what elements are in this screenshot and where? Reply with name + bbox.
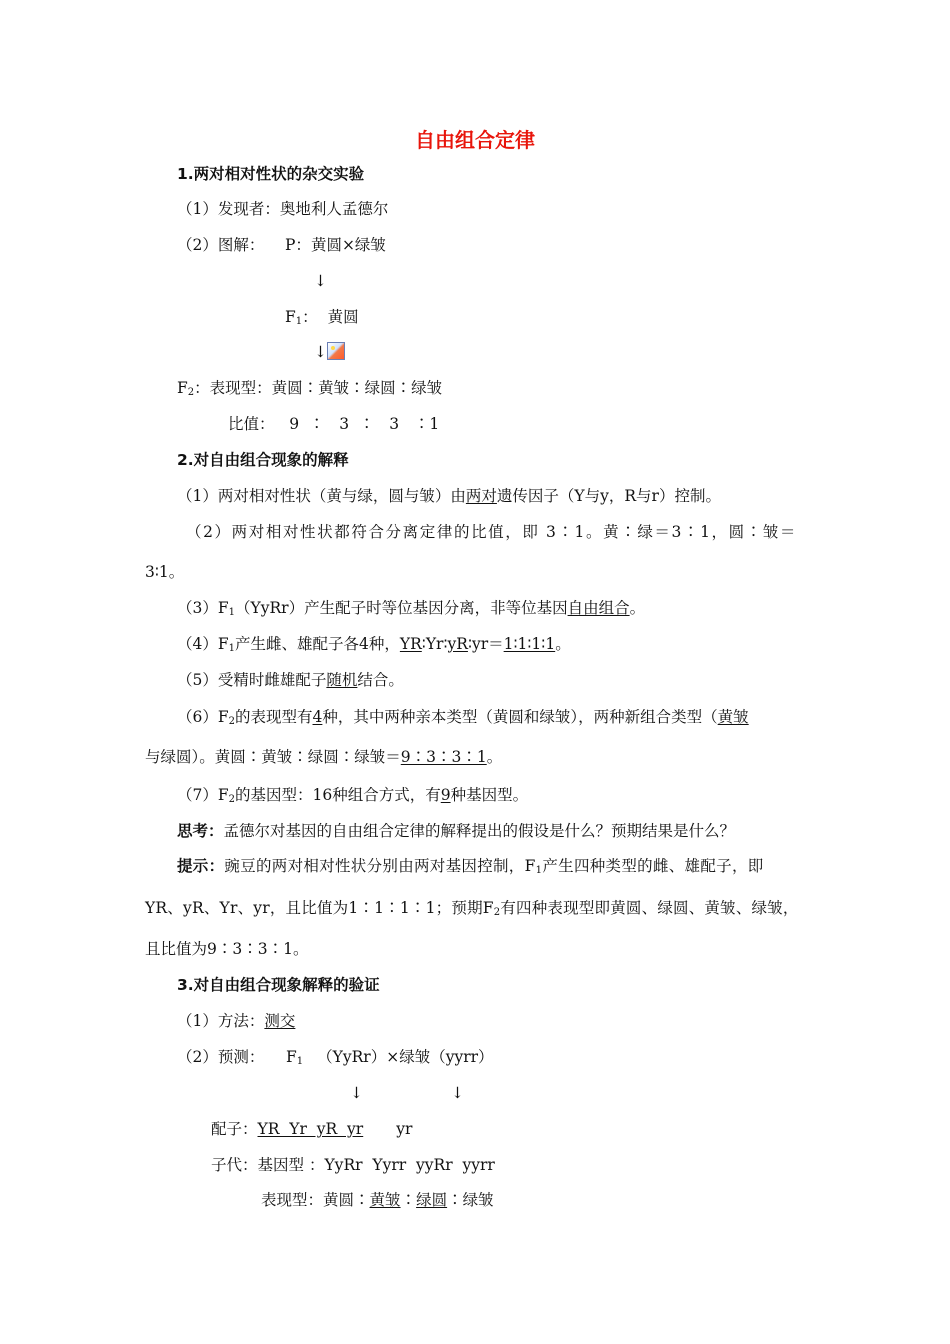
gamete-label: 配子：: [211, 1120, 258, 1138]
think-text: 孟德尔对基因的自由组合定律的解释提出的假设是什么？预期结果是什么？: [223, 822, 736, 840]
subscript: 1: [228, 643, 235, 654]
page-title: 自由组合定律: [415, 128, 535, 152]
text: 种，其中两种亲本类型（黄圆和绿皱），两种新组合类型（: [322, 708, 718, 726]
broken-image-icon: [327, 342, 345, 360]
p-cross: 黄圆×绿皱: [310, 236, 386, 254]
diagram-label: （2）图解：: [177, 236, 265, 254]
section-heading-2: 2.对自由组合现象的解释: [177, 451, 349, 469]
text: YR、yR、Yr、yr，且比值为1∶1∶1∶1；预期F: [145, 899, 494, 917]
text: F: [286, 1048, 297, 1066]
subscript: 1: [296, 1056, 304, 1067]
text: 有四种表现型即黄圆、绿圆、黄皱、绿皱，: [500, 899, 799, 917]
separator: ∶: [447, 1191, 463, 1209]
explanation-5: [177, 670, 404, 690]
f1-subscript: 1: [295, 316, 303, 327]
f2-subscript: 2: [187, 387, 195, 398]
f2-label: F: [177, 379, 188, 397]
text: （5）受精时雌雄配子: [177, 671, 327, 689]
text: 。: [629, 599, 646, 617]
text: 遗传因子（Y与y，R与r）控制。: [496, 487, 721, 505]
p-label: P：: [285, 236, 311, 254]
hint-line-1: [177, 856, 764, 876]
text: 结合。: [357, 671, 404, 689]
subscript: 2: [228, 794, 235, 805]
subscript: 1: [535, 865, 543, 876]
subscript: 1: [228, 607, 235, 618]
section-heading-1: 1.两对相对性状的杂交实验: [177, 165, 365, 183]
answer-blank: 9∶3∶3∶1: [400, 748, 487, 766]
answer-blank: 两对: [465, 487, 497, 505]
answer-blank: 黄皱: [717, 708, 749, 726]
answer-blank: 随机: [326, 671, 358, 689]
genotypes: YyRr Yyrr yyRr yyrr: [324, 1156, 495, 1174]
method-value: 测交: [264, 1012, 296, 1030]
explanation-6-cont: [145, 747, 502, 767]
method-line: [177, 1011, 295, 1031]
phenotype: 绿皱: [462, 1191, 494, 1209]
text: ∶Yr∶: [421, 635, 448, 653]
separator: ∶: [354, 1191, 370, 1209]
subscript: 2: [228, 716, 235, 727]
answer-blank: 4: [312, 708, 323, 726]
think-line: [177, 821, 735, 841]
text: （3）F: [177, 599, 229, 617]
answer-blank: 1∶1∶1∶1: [503, 635, 556, 653]
method-label: （1）方法：: [177, 1012, 265, 1030]
hint-line-2: [145, 898, 799, 918]
f2-phenotype-line: [177, 378, 442, 398]
f1-line: [285, 307, 359, 327]
answer-blank: 9: [440, 786, 451, 804]
text: 。: [486, 748, 503, 766]
explanation-2: （2）两对相对性状都符合分离定律的比值，即 3∶1。黄∶绿＝3∶1，圆∶皱＝: [186, 523, 798, 541]
arrow-down-icon: ↓: [314, 343, 327, 361]
discoverer-line: （1）发现者：奥地利人孟德尔: [177, 200, 389, 218]
explanation-4: [177, 634, 571, 654]
text: 。: [555, 635, 571, 653]
text: 豌豆的两对相对性状分别由两对基因控制，F: [224, 857, 536, 875]
phenotype-line: [261, 1190, 494, 1210]
f1-colon: ：: [302, 308, 318, 326]
text: ∶yr＝: [467, 635, 504, 653]
gametes-f1: YR Yr yR yr: [257, 1120, 364, 1138]
text: 的表现型有: [235, 708, 313, 726]
predict-label: （2）预测：: [177, 1048, 265, 1066]
hint-label: 提示：: [177, 857, 225, 875]
separator: ∶: [400, 1191, 417, 1209]
gametes-line: [211, 1119, 412, 1139]
answer-blank: 自由组合: [567, 599, 630, 617]
section-heading-3: 3.对自由组合现象解释的验证: [177, 976, 380, 994]
testcross: （YyRr）×绿皱（yyrr）: [317, 1048, 494, 1066]
explanation-1: [177, 486, 721, 506]
text: （6）F: [177, 708, 229, 726]
p-generation: [285, 235, 386, 255]
phenotype: 黄圆: [323, 1191, 355, 1209]
f1-value: 黄圆: [327, 308, 359, 326]
offspring-label: 子代：: [211, 1156, 258, 1174]
ratio-line: 比值： 9 ∶ 3 ∶ 3 ∶1: [228, 415, 440, 433]
text: 产生四种类型的雌、雄配子，即: [542, 857, 764, 875]
arrow-down-icon: ↓: [451, 1084, 464, 1102]
text: 的基因型：16种组合方式，有: [235, 786, 441, 804]
phenotype: 黄皱: [369, 1191, 401, 1209]
explanation-3: [177, 598, 645, 618]
text: 与绿圆）。黄圆∶黄皱∶绿圆∶绿皱＝: [145, 748, 401, 766]
text: （YyRr）产生配子时等位基因分离，非等位基因: [235, 599, 568, 617]
text: （7）F: [177, 786, 229, 804]
subscript: 2: [493, 907, 501, 918]
gamete-yyrr: yr: [396, 1120, 413, 1138]
arrow-down-icon: ↓: [314, 272, 327, 290]
arrow-down-icon: ↓: [350, 1084, 363, 1102]
genotype-label: 基因型 ：: [257, 1156, 325, 1174]
f1-label: F: [285, 308, 296, 326]
answer-blank: YR: [399, 635, 422, 653]
f2-phenotype: ：表现型：黄圆∶黄皱∶绿圆∶绿皱: [194, 379, 443, 397]
text: （1）两对相对性状（黄与绿，圆与皱）由: [177, 487, 466, 505]
text: 产生雌、雄配子各4种，: [235, 635, 400, 653]
phenotype: 绿圆: [416, 1191, 448, 1209]
text: 种基因型。: [450, 786, 529, 804]
explanation-6: [177, 707, 749, 727]
answer-blank: yR: [447, 635, 468, 653]
text: （4）F: [177, 635, 229, 653]
explanation-7: [177, 785, 528, 805]
testcross-line: [286, 1047, 494, 1067]
phenotype-label: 表现型：: [261, 1191, 324, 1209]
explanation-2-cont: 3∶1。: [145, 563, 185, 581]
think-label: 思考：: [177, 822, 224, 840]
offspring-line: [211, 1155, 495, 1175]
arrow-with-image: [314, 342, 345, 362]
hint-line-3: 且比值为9∶3∶3∶1。: [145, 940, 309, 958]
